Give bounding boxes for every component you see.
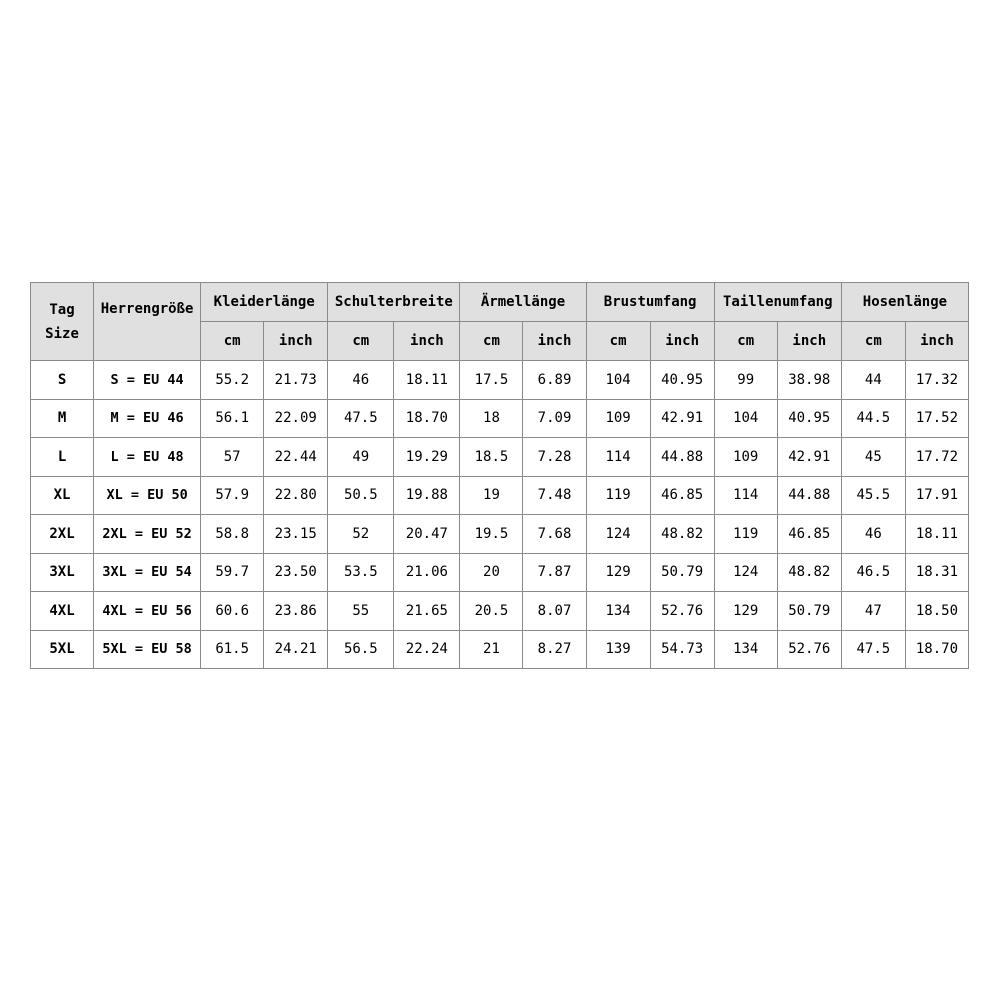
value-inch-cell: 50.79 (650, 553, 714, 592)
value-cm-cell: 139 (586, 630, 650, 669)
value-cm-cell: 119 (714, 515, 777, 554)
table-row (31, 592, 969, 631)
size-chart-table (30, 282, 969, 669)
value-inch-cell: 23.86 (264, 592, 328, 631)
value-cm-cell: 46.5 (841, 553, 905, 592)
unit-cm-header: cm (201, 322, 264, 361)
value-inch-cell: 18.11 (394, 361, 460, 400)
value-inch-cell: 40.95 (777, 399, 841, 438)
eu-size-cell: 3XL = EU 54 (94, 553, 201, 592)
value-inch-cell: 44.88 (650, 438, 714, 477)
value-cm-cell: 46 (328, 361, 394, 400)
unit-inch-header: inch (264, 322, 328, 361)
value-inch-cell: 18.70 (394, 399, 460, 438)
value-inch-cell: 17.52 (905, 399, 968, 438)
table-row (31, 361, 969, 400)
group-header-taillenumfang: Taillenumfang (714, 283, 841, 322)
unit-cm-header: cm (460, 322, 523, 361)
table-row (31, 438, 969, 477)
value-inch-cell: 8.27 (523, 630, 586, 669)
value-cm-cell: 114 (586, 438, 650, 477)
value-inch-cell: 17.91 (905, 476, 968, 515)
eu-size-cell: L = EU 48 (94, 438, 201, 477)
value-inch-cell: 38.98 (777, 361, 841, 400)
value-inch-cell: 18.50 (905, 592, 968, 631)
value-inch-cell: 19.29 (394, 438, 460, 477)
value-cm-cell: 57 (201, 438, 264, 477)
value-cm-cell: 53.5 (328, 553, 394, 592)
value-inch-cell: 40.95 (650, 361, 714, 400)
value-cm-cell: 20 (460, 553, 523, 592)
value-inch-cell: 22.44 (264, 438, 328, 477)
value-cm-cell: 129 (586, 553, 650, 592)
tag-size-cell: L (31, 438, 94, 477)
eu-size-cell: 4XL = EU 56 (94, 592, 201, 631)
value-inch-cell: 8.07 (523, 592, 586, 631)
tag-size-cell: 4XL (31, 592, 94, 631)
unit-inch-header: inch (650, 322, 714, 361)
value-cm-cell: 18.5 (460, 438, 523, 477)
tag-size-cell: S (31, 361, 94, 400)
value-inch-cell: 42.91 (650, 399, 714, 438)
value-inch-cell: 42.91 (777, 438, 841, 477)
value-cm-cell: 104 (586, 361, 650, 400)
value-cm-cell: 119 (586, 476, 650, 515)
value-inch-cell: 6.89 (523, 361, 586, 400)
unit-cm-header: cm (586, 322, 650, 361)
eu-size-cell: 5XL = EU 58 (94, 630, 201, 669)
group-header-schulterbreite: Schulterbreite (328, 283, 460, 322)
value-cm-cell: 18 (460, 399, 523, 438)
value-inch-cell: 19.88 (394, 476, 460, 515)
value-inch-cell: 48.82 (650, 515, 714, 554)
value-cm-cell: 47.5 (328, 399, 394, 438)
value-inch-cell: 23.15 (264, 515, 328, 554)
group-header-brustumfang: Brustumfang (586, 283, 714, 322)
table-row (31, 399, 969, 438)
value-cm-cell: 55.2 (201, 361, 264, 400)
value-cm-cell: 134 (714, 630, 777, 669)
value-inch-cell: 46.85 (650, 476, 714, 515)
group-header-aermellaenge: Ärmellänge (460, 283, 586, 322)
value-cm-cell: 99 (714, 361, 777, 400)
value-cm-cell: 44.5 (841, 399, 905, 438)
value-cm-cell: 109 (714, 438, 777, 477)
unit-inch-header: inch (905, 322, 968, 361)
value-inch-cell: 46.85 (777, 515, 841, 554)
value-cm-cell: 55 (328, 592, 394, 631)
tag-size-cell: 2XL (31, 515, 94, 554)
value-inch-cell: 18.31 (905, 553, 968, 592)
value-cm-cell: 124 (714, 553, 777, 592)
tag-size-cell: XL (31, 476, 94, 515)
value-cm-cell: 19.5 (460, 515, 523, 554)
eu-size-cell: 2XL = EU 52 (94, 515, 201, 554)
value-inch-cell: 7.68 (523, 515, 586, 554)
value-inch-cell: 18.11 (905, 515, 968, 554)
value-inch-cell: 17.32 (905, 361, 968, 400)
value-cm-cell: 134 (586, 592, 650, 631)
tag-size-header-line2: Size (45, 325, 79, 342)
value-inch-cell: 52.76 (777, 630, 841, 669)
value-cm-cell: 60.6 (201, 592, 264, 631)
value-inch-cell: 7.28 (523, 438, 586, 477)
value-cm-cell: 129 (714, 592, 777, 631)
tag-size-header (31, 283, 94, 361)
header-row-groups (31, 283, 969, 322)
value-cm-cell: 20.5 (460, 592, 523, 631)
value-inch-cell: 48.82 (777, 553, 841, 592)
tag-size-header-line1: Tag (49, 301, 75, 318)
value-inch-cell: 54.73 (650, 630, 714, 669)
value-inch-cell: 21.73 (264, 361, 328, 400)
table-body (31, 361, 969, 669)
value-cm-cell: 49 (328, 438, 394, 477)
herren-size-header: Herrengröße (94, 283, 201, 361)
unit-cm-header: cm (714, 322, 777, 361)
value-cm-cell: 57.9 (201, 476, 264, 515)
group-header-kleiderlaenge: Kleiderlänge (201, 283, 328, 322)
value-cm-cell: 47.5 (841, 630, 905, 669)
value-inch-cell: 17.72 (905, 438, 968, 477)
group-header-hosenlaenge: Hosenlänge (841, 283, 968, 322)
value-inch-cell: 20.47 (394, 515, 460, 554)
value-inch-cell: 7.09 (523, 399, 586, 438)
eu-size-cell: XL = EU 50 (94, 476, 201, 515)
tag-size-cell: M (31, 399, 94, 438)
value-cm-cell: 45.5 (841, 476, 905, 515)
unit-cm-header: cm (328, 322, 394, 361)
value-cm-cell: 59.7 (201, 553, 264, 592)
value-inch-cell: 22.24 (394, 630, 460, 669)
value-inch-cell: 50.79 (777, 592, 841, 631)
value-cm-cell: 61.5 (201, 630, 264, 669)
table-header (31, 283, 969, 361)
value-inch-cell: 7.48 (523, 476, 586, 515)
value-cm-cell: 114 (714, 476, 777, 515)
eu-size-cell: M = EU 46 (94, 399, 201, 438)
value-inch-cell: 18.70 (905, 630, 968, 669)
unit-cm-header: cm (841, 322, 905, 361)
value-cm-cell: 56.1 (201, 399, 264, 438)
value-inch-cell: 44.88 (777, 476, 841, 515)
value-cm-cell: 44 (841, 361, 905, 400)
value-inch-cell: 52.76 (650, 592, 714, 631)
value-inch-cell: 22.09 (264, 399, 328, 438)
value-cm-cell: 17.5 (460, 361, 523, 400)
eu-size-cell: S = EU 44 (94, 361, 201, 400)
value-cm-cell: 46 (841, 515, 905, 554)
value-cm-cell: 52 (328, 515, 394, 554)
table-row (31, 630, 969, 669)
unit-inch-header: inch (523, 322, 586, 361)
value-cm-cell: 45 (841, 438, 905, 477)
table-row (31, 515, 969, 554)
value-inch-cell: 7.87 (523, 553, 586, 592)
value-inch-cell: 24.21 (264, 630, 328, 669)
value-cm-cell: 50.5 (328, 476, 394, 515)
value-inch-cell: 23.50 (264, 553, 328, 592)
unit-inch-header: inch (394, 322, 460, 361)
value-inch-cell: 21.06 (394, 553, 460, 592)
value-cm-cell: 19 (460, 476, 523, 515)
table-row (31, 476, 969, 515)
value-cm-cell: 104 (714, 399, 777, 438)
value-cm-cell: 56.5 (328, 630, 394, 669)
table-row (31, 553, 969, 592)
value-cm-cell: 124 (586, 515, 650, 554)
value-cm-cell: 109 (586, 399, 650, 438)
value-cm-cell: 21 (460, 630, 523, 669)
tag-size-cell: 5XL (31, 630, 94, 669)
value-inch-cell: 22.80 (264, 476, 328, 515)
unit-inch-header: inch (777, 322, 841, 361)
tag-size-cell: 3XL (31, 553, 94, 592)
value-inch-cell: 21.65 (394, 592, 460, 631)
value-cm-cell: 47 (841, 592, 905, 631)
value-cm-cell: 58.8 (201, 515, 264, 554)
